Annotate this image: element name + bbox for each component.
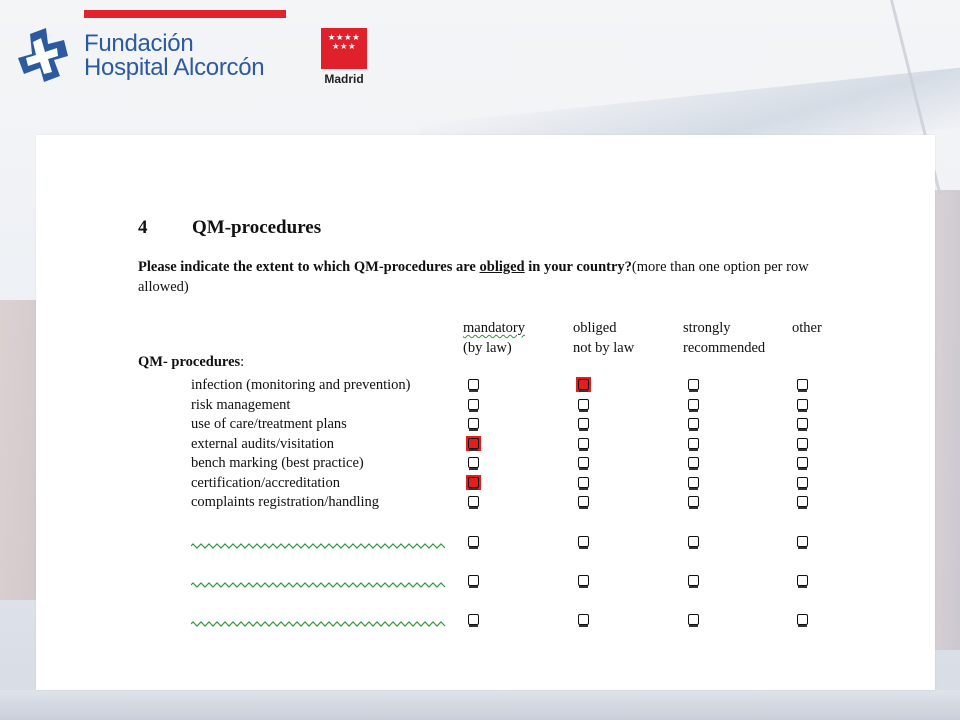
checkbox-box-icon bbox=[688, 477, 699, 488]
qm-procedures-label bbox=[138, 354, 244, 371]
checkbox[interactable] bbox=[466, 612, 481, 627]
question-note: (more than one option per row allowed) bbox=[138, 259, 809, 295]
questionnaire-document bbox=[36, 135, 935, 690]
checkbox-box-icon bbox=[468, 438, 479, 449]
checkbox-box-icon bbox=[688, 418, 699, 429]
checkbox-box-icon bbox=[468, 379, 479, 390]
checkbox-box-icon bbox=[797, 575, 808, 586]
org-name bbox=[84, 32, 264, 80]
checkbox-box-icon bbox=[797, 496, 808, 507]
column-header-line2: not by law bbox=[573, 340, 635, 356]
checkbox[interactable] bbox=[686, 534, 701, 549]
blank-entry-line[interactable] bbox=[191, 620, 449, 628]
checkbox-box-icon bbox=[578, 614, 589, 625]
checkbox-checked[interactable] bbox=[466, 475, 481, 490]
checkbox-box-icon bbox=[688, 399, 699, 410]
checkbox-box-icon bbox=[578, 438, 589, 449]
checkbox[interactable] bbox=[576, 534, 591, 549]
checkbox[interactable] bbox=[686, 494, 701, 509]
checkbox-checked[interactable] bbox=[466, 436, 481, 451]
checkbox[interactable] bbox=[466, 377, 481, 392]
column-header-line1: obliged bbox=[573, 320, 617, 336]
madrid-stars-icon: ★★★★ ★★★ bbox=[327, 33, 361, 52]
checkbox[interactable] bbox=[466, 573, 481, 588]
checkbox[interactable] bbox=[686, 377, 701, 392]
qm-label-colon: : bbox=[240, 354, 245, 370]
checkbox[interactable] bbox=[576, 436, 591, 451]
checkbox-box-icon bbox=[578, 477, 589, 488]
checkbox-box-icon bbox=[688, 438, 699, 449]
checkbox-box-icon bbox=[797, 399, 808, 410]
checkbox[interactable] bbox=[795, 416, 810, 431]
procedure-row-label: complaints registration/handling bbox=[191, 494, 380, 510]
checkbox[interactable] bbox=[686, 475, 701, 490]
checkbox[interactable] bbox=[466, 416, 481, 431]
checkbox[interactable] bbox=[686, 416, 701, 431]
column-header-other bbox=[792, 318, 822, 338]
qm-label-bold: QM- procedures bbox=[138, 354, 241, 370]
checkbox[interactable] bbox=[576, 475, 591, 490]
checkbox-box-icon bbox=[468, 418, 479, 429]
checkbox-box-icon bbox=[578, 496, 589, 507]
checkbox[interactable] bbox=[795, 436, 810, 451]
checkbox-box-icon bbox=[688, 379, 699, 390]
column-header-line2: recommended bbox=[683, 340, 766, 356]
blank-entry-line[interactable] bbox=[191, 542, 449, 550]
procedure-row-label: certification/accreditation bbox=[191, 475, 340, 491]
column-header-line1: other bbox=[792, 320, 822, 336]
question-underlined: obliged bbox=[479, 259, 525, 275]
checkbox[interactable] bbox=[795, 573, 810, 588]
column-header-obliged bbox=[573, 318, 634, 358]
procedure-row-label: infection (monitoring and prevention) bbox=[191, 377, 411, 393]
question-bold-end: in your country? bbox=[524, 259, 632, 275]
checkbox-box-icon bbox=[688, 614, 699, 625]
checkbox[interactable] bbox=[576, 573, 591, 588]
hospital-cross-logo-icon bbox=[8, 26, 78, 90]
checkbox-box-icon bbox=[468, 399, 479, 410]
checkbox[interactable] bbox=[686, 573, 701, 588]
checkbox-box-icon bbox=[797, 614, 808, 625]
checkbox[interactable] bbox=[686, 612, 701, 627]
procedure-row-label: use of care/treatment plans bbox=[191, 416, 347, 432]
org-name-line1: Fundación bbox=[84, 30, 194, 57]
checkbox-box-icon bbox=[688, 575, 699, 586]
checkbox[interactable] bbox=[686, 455, 701, 470]
checkbox-box-icon bbox=[578, 379, 589, 390]
checkbox-box-icon bbox=[688, 457, 699, 468]
procedure-row-label: bench marking (best practice) bbox=[191, 455, 364, 471]
checkbox-box-icon bbox=[578, 399, 589, 410]
column-header-line2: (by law) bbox=[463, 340, 512, 356]
column-header-line1: mandatory bbox=[463, 320, 526, 336]
header-red-bar bbox=[84, 10, 286, 18]
checkbox[interactable] bbox=[466, 455, 481, 470]
section-number: 4 bbox=[138, 217, 148, 238]
procedure-row-label: external audits/visitation bbox=[191, 436, 334, 452]
checkbox[interactable] bbox=[795, 475, 810, 490]
checkbox[interactable] bbox=[466, 534, 481, 549]
checkbox-box-icon bbox=[797, 438, 808, 449]
org-name-line2: Hospital Alcorcón bbox=[84, 54, 265, 81]
checkbox[interactable] bbox=[795, 377, 810, 392]
madrid-logo bbox=[321, 28, 367, 88]
checkbox-box-icon bbox=[688, 536, 699, 547]
checkbox-box-icon bbox=[468, 477, 479, 488]
checkbox-box-icon bbox=[468, 536, 479, 547]
checkbox[interactable] bbox=[686, 436, 701, 451]
checkbox[interactable] bbox=[795, 534, 810, 549]
checkbox[interactable] bbox=[576, 494, 591, 509]
question-bold: Please indicate the extent to which QM-procedures are bbox=[138, 259, 480, 275]
checkbox-box-icon bbox=[797, 418, 808, 429]
checkbox[interactable] bbox=[576, 612, 591, 627]
checkbox[interactable] bbox=[795, 397, 810, 412]
checkbox[interactable] bbox=[466, 397, 481, 412]
checkbox[interactable] bbox=[686, 397, 701, 412]
checkbox-box-icon bbox=[578, 457, 589, 468]
checkbox-box-icon bbox=[468, 614, 479, 625]
checkbox[interactable] bbox=[795, 612, 810, 627]
checkbox-box-icon bbox=[578, 575, 589, 586]
column-header-mandatory bbox=[463, 318, 525, 358]
checkbox-box-icon bbox=[468, 457, 479, 468]
checkbox-box-icon bbox=[797, 379, 808, 390]
checkbox[interactable] bbox=[795, 494, 810, 509]
checkbox-box-icon bbox=[578, 418, 589, 429]
checkbox[interactable] bbox=[795, 455, 810, 470]
checkbox-box-icon bbox=[797, 477, 808, 488]
blank-entry-line[interactable] bbox=[191, 581, 449, 589]
column-header-strongly bbox=[683, 318, 765, 358]
checkbox-box-icon bbox=[578, 536, 589, 547]
section-title: QM-procedures bbox=[192, 217, 322, 238]
checkbox-box-icon bbox=[688, 496, 699, 507]
question-text bbox=[138, 257, 838, 297]
checkbox-box-icon bbox=[797, 457, 808, 468]
procedure-row-label: risk management bbox=[191, 397, 291, 413]
column-header-line1: strongly bbox=[683, 320, 731, 336]
madrid-label: Madrid bbox=[324, 72, 364, 86]
checkbox[interactable] bbox=[576, 416, 591, 431]
checkbox-box-icon bbox=[468, 496, 479, 507]
checkbox[interactable] bbox=[576, 397, 591, 412]
checkbox[interactable] bbox=[576, 455, 591, 470]
checkbox-box-icon bbox=[468, 575, 479, 586]
checkbox-box-icon bbox=[797, 536, 808, 547]
checkbox-checked[interactable] bbox=[576, 377, 591, 392]
checkbox[interactable] bbox=[466, 494, 481, 509]
